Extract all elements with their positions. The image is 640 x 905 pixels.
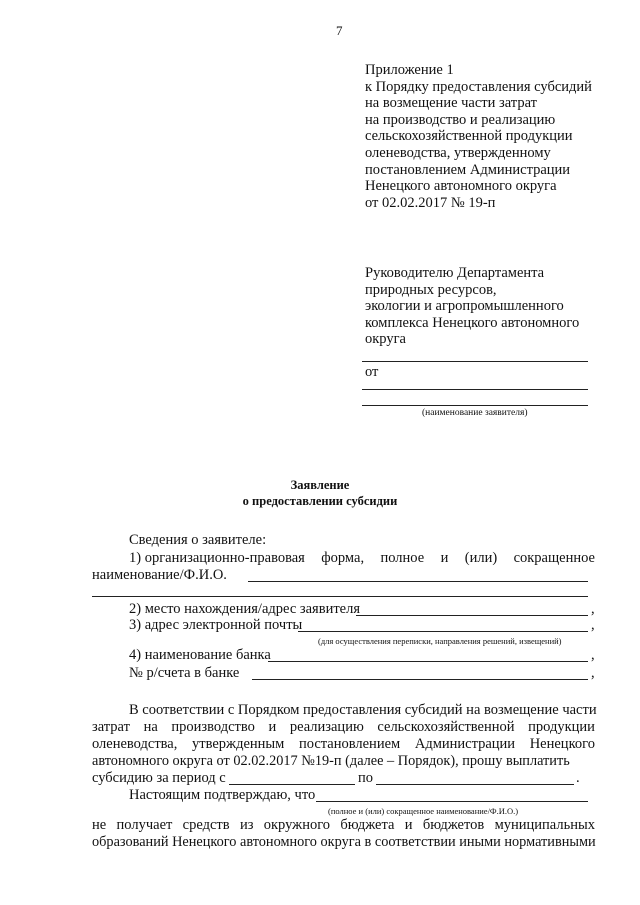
item1-word: форма, <box>321 550 365 566</box>
confirmation-word: бюджета <box>340 817 395 833</box>
request-word: Администрации <box>414 736 516 752</box>
location-field-line[interactable] <box>356 615 588 616</box>
item1-continuation: наименование/Ф.И.О. <box>92 567 227 583</box>
request-line-3 <box>92 736 595 753</box>
request-line-4: автономного округа от 02.02.2017 №19-п (далее – Порядок), прошу выплатить <box>92 753 570 769</box>
document-title: Заявление <box>290 478 350 492</box>
from-label: от <box>365 364 379 380</box>
appendix-line: сельскохозяйственной продукции <box>365 128 573 145</box>
page-number: 7 <box>336 23 343 38</box>
request-word: реализацию <box>289 719 364 735</box>
request-line-5-mid: по <box>358 770 374 786</box>
confirmation-word: бюджетов <box>422 817 485 833</box>
appendix-line: на производство и реализацию <box>365 111 556 128</box>
confirmation-field-line[interactable] <box>316 801 588 802</box>
applicant-info-heading: Сведения о заявителе: <box>129 532 267 548</box>
location-label: 2) место нахождения/адрес заявителя <box>129 601 361 617</box>
item1-word: сокращенное <box>513 550 595 566</box>
addressee-line: комплекса Ненецкого автономного <box>365 314 580 331</box>
request-word: сельскохозяйственной <box>377 719 515 735</box>
confirmation-word: получает <box>116 817 173 833</box>
confirmation-word: средств <box>182 817 230 833</box>
addressee-line: округа <box>365 331 406 348</box>
addressee-line: природных ресурсов, <box>365 281 497 298</box>
request-word: оленеводства, <box>92 736 178 752</box>
confirmation-word: из <box>239 817 254 833</box>
confirmation-word: и <box>404 817 413 833</box>
bank-label: 4) наименование банка <box>129 647 271 663</box>
item1-word: и <box>440 550 449 566</box>
addressee-line: экологии и агропромышленного <box>365 298 564 315</box>
period-from-field[interactable] <box>229 784 355 785</box>
addressee-block <box>365 265 579 348</box>
confirmation-word: окружного <box>263 817 331 833</box>
confirmation-line-1: Настоящим подтверждаю, что <box>129 787 316 803</box>
request-word: утвержденным <box>192 736 285 752</box>
appendix-line: от 02.02.2017 № 19-п <box>365 194 496 211</box>
appendix-line: к Порядку предоставления субсидий <box>365 78 592 95</box>
appendix-line: Ненецкого автономного округа <box>365 178 557 195</box>
appendix-block <box>365 62 592 211</box>
confirmation-word: не <box>92 817 107 833</box>
comma: , <box>591 617 595 633</box>
email-label: 3) адрес электронной почты <box>129 617 303 633</box>
item1-word: (или) <box>464 550 498 566</box>
applicant-caption: (наименование заявителя) <box>422 408 528 418</box>
item1-word: полное <box>380 550 425 566</box>
request-word: постановлением <box>298 736 401 752</box>
item1-line <box>129 550 595 567</box>
request-line-5-start: субсидию за период с <box>92 770 226 786</box>
request-word: Ненецкого <box>529 736 595 752</box>
request-word: и <box>268 719 277 735</box>
appendix-line: оленеводства, утвержденному <box>365 144 551 161</box>
request-line-1: В соответствии с Порядком предоставления субсидий на возмещение части <box>129 702 597 718</box>
addressee-blank-line[interactable] <box>362 361 588 362</box>
account-field-line[interactable] <box>252 679 588 680</box>
request-line-2 <box>92 719 595 736</box>
appendix-line: постановлением Администрации <box>365 161 571 178</box>
comma: , <box>591 601 595 617</box>
request-word: продукции <box>528 719 595 735</box>
applicant-line-1[interactable] <box>362 389 588 390</box>
period-to-field[interactable] <box>376 784 574 785</box>
item1-word: 1) организационно-правовая <box>129 550 305 566</box>
email-caption: (для осуществления переписки, направления решений, извещений) <box>318 636 562 646</box>
confirmation-line-3: образований Ненецкого автономного округа в соответствии иными нормативными <box>92 834 596 850</box>
bank-field-line[interactable] <box>268 661 588 662</box>
comma: , <box>591 665 595 681</box>
request-word: производство <box>171 719 255 735</box>
document-subtitle: о предоставлении субсидии <box>242 494 398 508</box>
request-word: затрат <box>92 719 130 735</box>
request-line-5-end: . <box>576 770 580 786</box>
confirmation-line-2 <box>92 817 595 834</box>
addressee-line: Руководителю Департамента <box>365 265 545 281</box>
email-field-line[interactable] <box>298 631 588 632</box>
confirmation-caption: (полное и (или) сокращенное наименование/Ф.И.О.) <box>328 806 519 816</box>
appendix-line: Приложение 1 <box>365 62 454 78</box>
comma: , <box>591 647 595 663</box>
name-field-line-2[interactable] <box>92 596 588 597</box>
request-word: на <box>143 719 158 735</box>
confirmation-word: муниципальных <box>494 817 595 833</box>
appendix-line: на возмещение части затрат <box>365 95 537 112</box>
account-label: № р/счета в банке <box>129 665 240 681</box>
applicant-line-2[interactable] <box>362 405 588 406</box>
name-field-line[interactable] <box>248 581 588 582</box>
